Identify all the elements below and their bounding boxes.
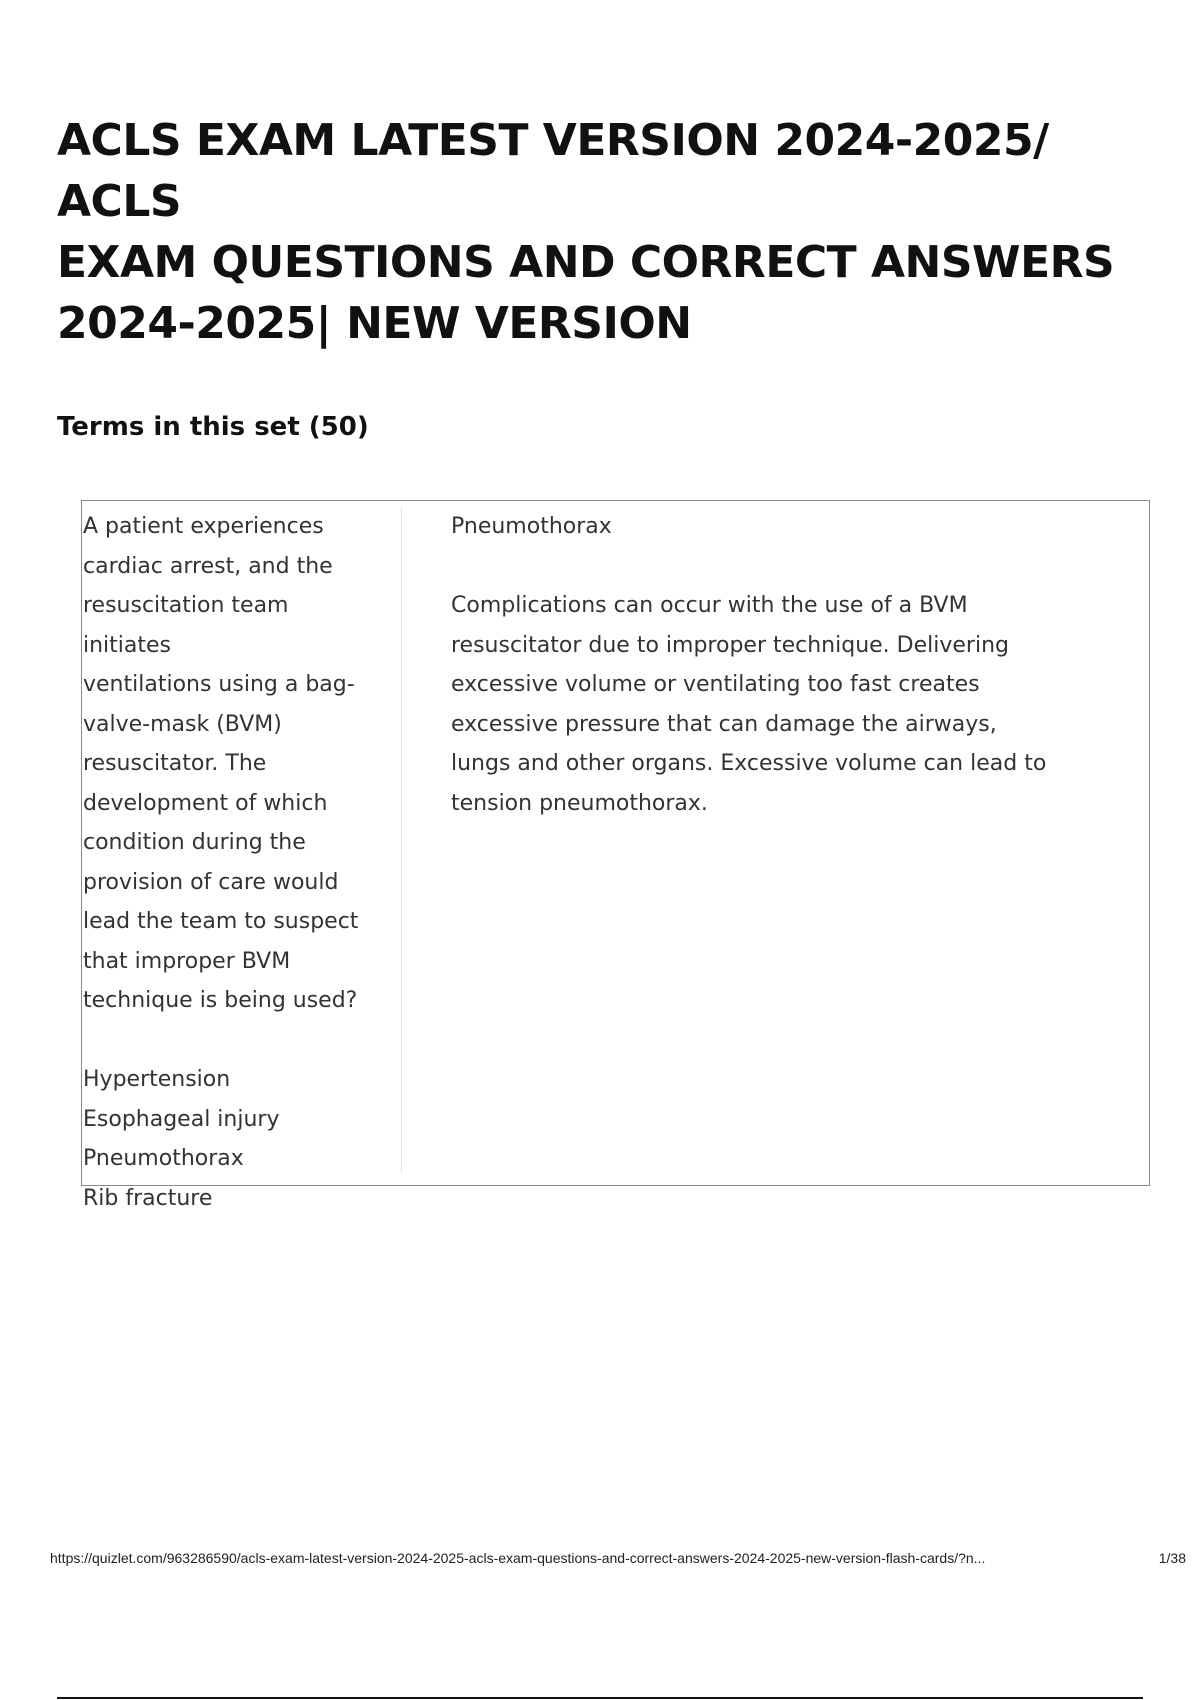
correct-answer: Pneumothorax	[451, 514, 612, 539]
question-line: ventilations using a bag-	[83, 672, 355, 697]
question-line: resuscitator. The	[83, 751, 267, 776]
flashcard	[81, 500, 1150, 1211]
page-title-line: EXAM QUESTIONS AND CORRECT ANSWERS	[57, 237, 1115, 288]
explanation-line: excessive volume or ventilating too fast creates	[451, 672, 980, 697]
print-url[interactable]: https://quizlet.com/963286590/acls-exam-latest-version-2024-2025-acls-exam-questions-and-correct-answers-2024-2025-new-version-flash-cards/?n...	[50, 1550, 986, 1566]
explanation-line: tension pneumothorax.	[451, 790, 708, 816]
question-line: development of which	[83, 790, 328, 816]
column-divider	[401, 507, 402, 1173]
explanation-line: lungs and other organs. Excessive volume can lead to	[451, 751, 1047, 776]
bottom-divider	[57, 1697, 1143, 1699]
spacer	[83, 1021, 383, 1061]
flashcard-term	[83, 507, 383, 1218]
explanation-line: Complications can occur with the use of a BVM	[451, 593, 968, 618]
question-line: A patient experiences	[83, 514, 324, 539]
page-title-line: 2024-2025| NEW VERSION	[57, 298, 692, 349]
page-title	[57, 110, 1167, 354]
answer-option: Pneumothorax	[83, 1146, 244, 1171]
question-line: lead the team to suspect	[83, 909, 359, 934]
page-title-line: ACLS EXAM LATEST VERSION 2024-2025/ ACLS	[57, 115, 1049, 227]
question-line: cardiac arrest, and the	[83, 553, 333, 579]
terms-heading: Terms in this set (50)	[57, 412, 369, 442]
page-number: 1/38	[1158, 1550, 1186, 1566]
flashcard-definition	[451, 507, 1111, 823]
question-line: provision of care would	[83, 869, 339, 895]
answer-option: Rib fracture	[83, 1185, 213, 1211]
spacer	[451, 547, 1111, 587]
question-line: technique is being used?	[83, 988, 358, 1013]
answer-option: Esophageal injury	[83, 1106, 280, 1132]
answer-option: Hypertension	[83, 1067, 231, 1092]
explanation-line: excessive pressure that can damage the airways,	[451, 711, 997, 737]
explanation-line: resuscitator due to improper technique. Delivering	[451, 632, 1009, 658]
question-line: condition during the	[83, 830, 306, 855]
question-line: valve-mask (BVM)	[83, 711, 282, 737]
question-line: that improper BVM	[83, 948, 291, 974]
question-line: resuscitation team initiates	[83, 593, 289, 658]
